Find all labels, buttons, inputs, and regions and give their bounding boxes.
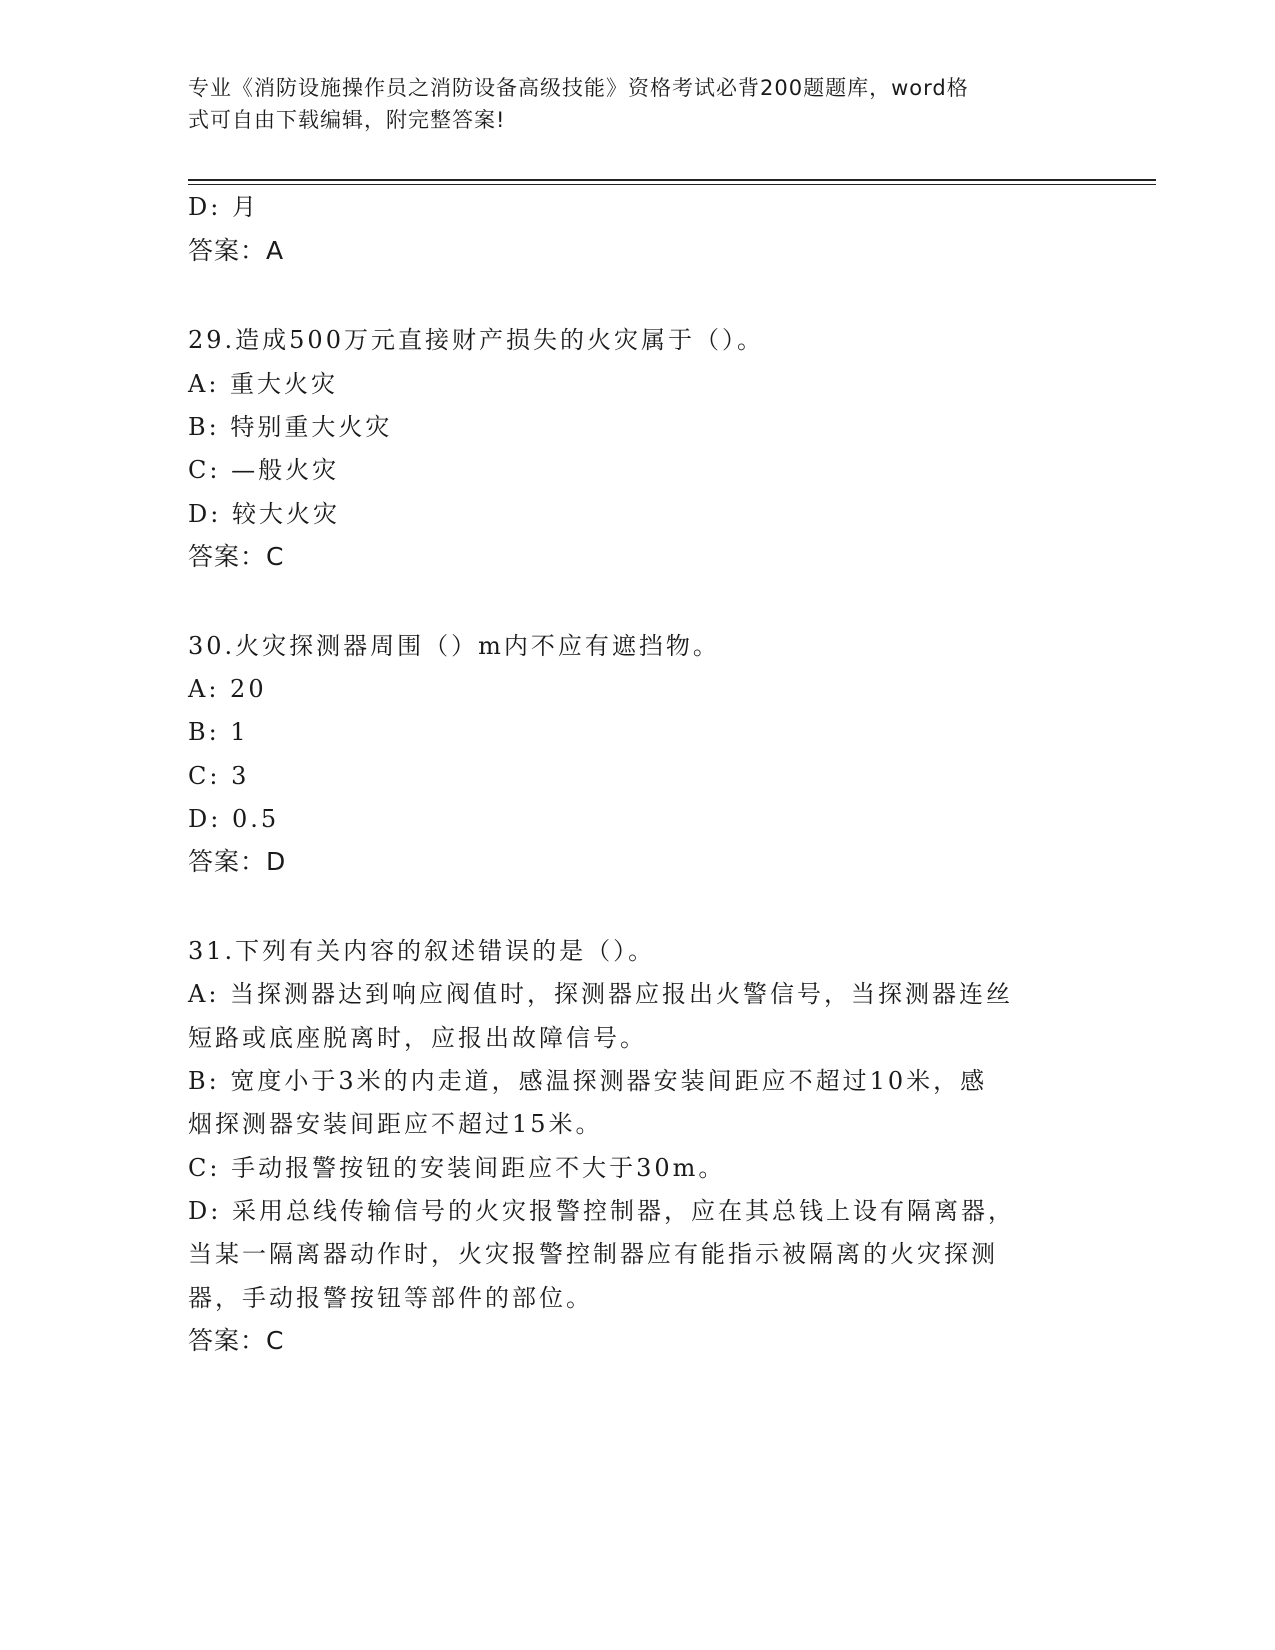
q31-question: 31.下列有关内容的叙述错误的是（）。	[188, 937, 656, 965]
q29-question: 29.造成500万元直接财产损失的火灾属于（）。	[188, 326, 764, 354]
q29-option-a: A: 重大火灾	[188, 370, 339, 398]
q30-option-b: B: 1	[188, 718, 249, 746]
q31-answer: 答案：C	[188, 1326, 285, 1355]
q28-option-d: D: 月	[188, 193, 259, 221]
q29-option-d: D: 较大火灾	[188, 500, 340, 528]
q31-option-a-line1: A: 当探测器达到响应阀值时，探测器应报出火警信号，当探测器连丝	[188, 980, 1014, 1008]
q28-answer: 答案：A	[188, 236, 285, 265]
q29-option-b: B: 特别重大火灾	[188, 413, 393, 441]
q31-option-d-line3: 器，手动报警按钮等部件的部位。	[188, 1284, 593, 1312]
header-rule-thick	[188, 179, 1156, 181]
q30-option-a: A: 20	[188, 675, 267, 703]
q30-option-d: D: 0.5	[188, 805, 280, 833]
q31-option-d-line2: 当某一隔离器动作时，火灾报警控制器应有能指示被隔离的火灾探测	[188, 1240, 998, 1268]
q31-option-b-line2: 烟探测器安装间距应不超过15米。	[188, 1110, 603, 1138]
header-rule-thin	[188, 184, 1156, 185]
q30-option-c: C: 3	[188, 762, 250, 790]
document-header	[188, 72, 1088, 136]
q29-option-c: C: —般火灾	[188, 456, 340, 484]
header-line-2: 式可自由下载编辑，附完整答案!	[188, 108, 506, 132]
q31-option-a-line2: 短路或底座脱离时，应报出故障信号。	[188, 1024, 647, 1052]
q30-question: 30.火灾探测器周围（）m内不应有遮挡物。	[188, 632, 720, 660]
header-line-1: 专业《消防设施操作员之消防设备高级技能》资格考试必背200题题库，word格	[188, 76, 969, 100]
q31-option-b-line1: B: 宽度小于3米的内走道，感温探测器安装间距应不超过10米，感	[188, 1067, 988, 1095]
q31-option-c: C: 手动报警按钮的安装间距应不大于30m。	[188, 1154, 726, 1182]
q29-answer: 答案：C	[188, 542, 285, 571]
q30-answer: 答案：D	[188, 847, 287, 876]
q31-option-d-line1: D: 采用总线传输信号的火灾报警控制器，应在其总钱上设有隔离器，	[188, 1197, 1015, 1225]
